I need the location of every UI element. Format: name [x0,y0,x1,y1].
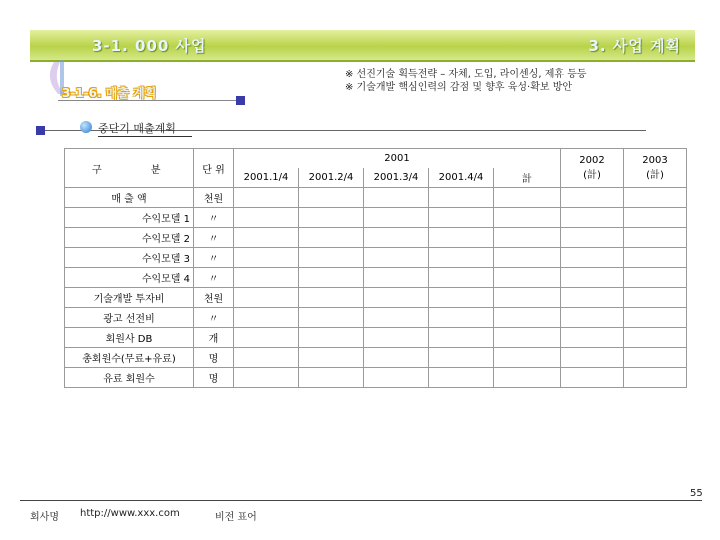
year-2003-header: 2003 (計) [624,149,687,188]
table-row [65,308,687,328]
table-row [65,348,687,368]
table-row [65,228,687,248]
row-unit: 〃 [194,208,234,228]
banner-right-title: 3. 사업 계획 [588,37,681,55]
row-unit: 〃 [194,308,234,328]
company-name: 회사명 [30,512,59,523]
row-label: 수익모델 1 [65,208,194,228]
row-unit: 천원 [194,188,234,208]
title-banner [30,30,695,62]
category-header [65,149,194,188]
section-title: 3-1-6. 매출 계획 [62,86,157,100]
row-unit: 〃 [194,228,234,248]
row-unit: 〃 [194,248,234,268]
row-label: 수익모델 4 [65,268,194,288]
bullet-icon [80,121,92,133]
table-row [65,188,687,208]
vision-slogan: 비전 표어 [215,512,257,523]
note-line: ※ 선진기술 획득전략 – 자체, 도입, 라이센싱, 제휴 등등 [345,69,587,80]
year-2002-header: 2002 (計) [561,149,624,188]
table-row [65,288,687,308]
company-url[interactable]: http://www.xxx.com [80,508,180,519]
row-label: 회원사 DB [65,328,194,348]
accent-square-icon [236,96,245,105]
quarter-header: 2001.1/4 [234,168,299,188]
row-label: 기술개발 투자비 [65,288,194,308]
quarter-header: 2001.4/4 [429,168,494,188]
banner-left-title: 3-1. 000 사업 [92,37,207,55]
quarter-header: 2001.2/4 [299,168,364,188]
row-unit: 개 [194,328,234,348]
subheading: 중단기 매출계획 [98,120,192,137]
sales-plan-table [64,148,687,388]
table-row [65,268,687,288]
row-label: 광고 선전비 [65,308,194,328]
accent-square-icon [36,126,45,135]
category-header-second: 분 [150,164,161,176]
table-row [65,328,687,348]
row-label: 유료 회원수 [65,368,194,388]
table-row [65,368,687,388]
page-number: 55 [690,488,703,499]
row-unit: 명 [194,368,234,388]
unit-header: 단 위 [194,149,234,188]
row-unit: 〃 [194,268,234,288]
year-2001-header: 2001 [234,149,561,169]
note-line: ※ 기술개발 핵심인력의 감점 및 향후 육성·확보 방안 [345,82,573,93]
row-unit: 천원 [194,288,234,308]
row-label: 매 출 액 [65,188,194,208]
row-label: 총회원수(무료+유료) [65,348,194,368]
quarter-header: 2001.3/4 [364,168,429,188]
footer-divider [20,500,702,501]
row-label: 수익모델 2 [65,228,194,248]
row-unit: 명 [194,348,234,368]
category-header-first: 구 [92,164,102,176]
table-header-row [65,149,687,169]
row-label: 수익모델 3 [65,248,194,268]
table-row [65,208,687,228]
table-row [65,248,687,268]
divider [58,100,240,101]
notes [345,68,587,94]
sum-header: 計 [494,168,561,188]
